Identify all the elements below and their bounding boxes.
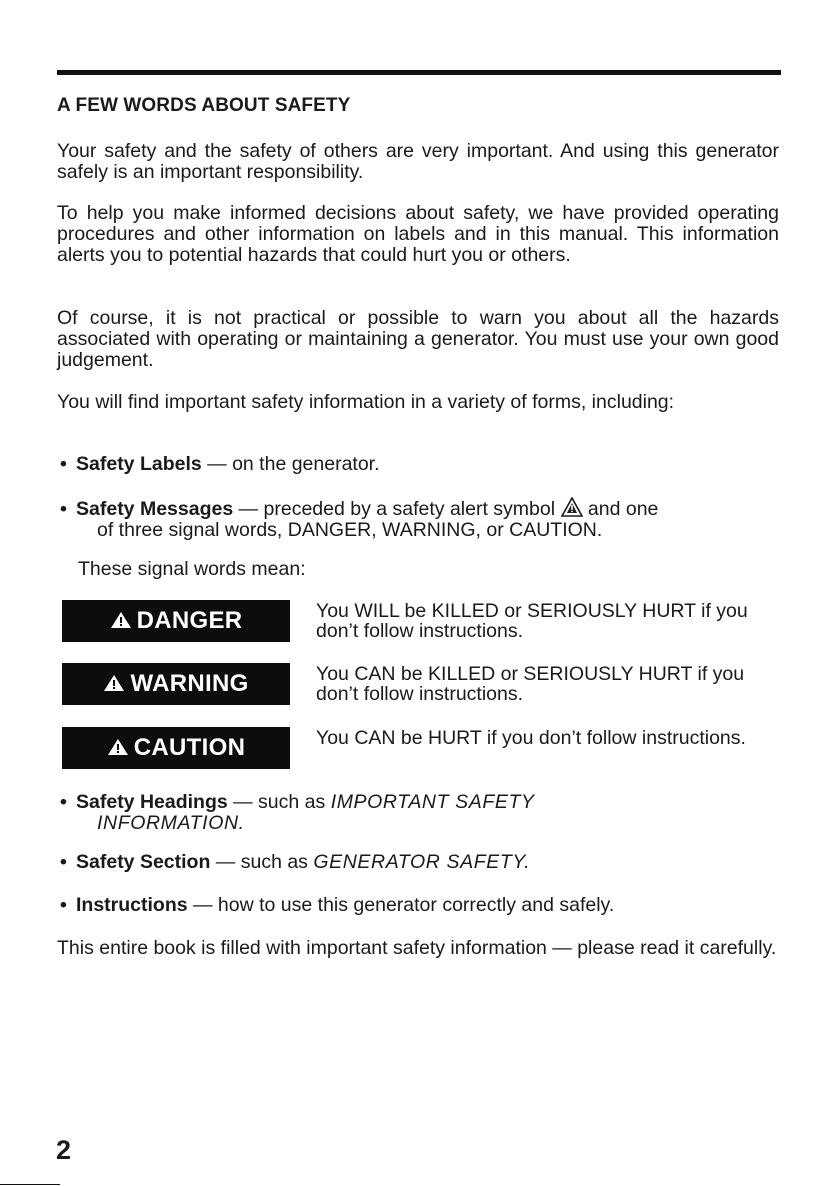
judgement-paragraph: Of course, it is not practical or possible to warn you about all the hazards associated with operating or maintaining a generator. You must use your own good judgement. [57, 307, 779, 371]
bullet-heading: Safety Labels [76, 453, 202, 475]
bullet-heading: Safety Headings [76, 791, 228, 813]
bullet-text: — preceded by a safety alert symbol [233, 498, 561, 520]
intro-paragraph: Your safety and the safety of others are very important. And using this generator safely is an important responsibility. [57, 140, 779, 183]
bullet-heading: Instructions [76, 894, 188, 916]
bullet-text: — how to use this generator correctly and safely. [187, 894, 615, 916]
caution-description: You CAN be HURT if you don’t follow instructions. [316, 727, 746, 749]
bullet-dot: • [60, 894, 67, 916]
signal-row-warning [62, 663, 782, 709]
bottom-rule [0, 1184, 60, 1185]
warning-triangle-icon [561, 497, 583, 517]
page-title: A FEW WORDS ABOUT SAFETY [57, 95, 351, 116]
bullet-text: — such as [210, 851, 314, 873]
warning-label [62, 663, 290, 705]
bullet-dot: • [60, 851, 67, 873]
warning-triangle-icon [110, 611, 132, 629]
bullet-dot: • [60, 453, 67, 475]
bullet-safety-labels [60, 454, 780, 475]
bullet-heading: Safety Section [76, 851, 211, 873]
bullet-example: IMPORTANT SAFETY [330, 791, 535, 813]
page-number: 2 [56, 1135, 72, 1165]
forms-paragraph: You will find important safety information in a variety of forms, including: [57, 391, 675, 413]
caution-label-text: CAUTION [133, 734, 246, 761]
bullet-continuation: INFORMATION. [97, 812, 245, 834]
bullet-instructions [60, 895, 780, 916]
warning-triangle-icon [103, 674, 125, 692]
closing-paragraph: This entire book is filled with important safety information — please read it carefully. [57, 937, 777, 959]
bullet-safety-section [60, 852, 780, 873]
signal-row-caution [62, 727, 782, 773]
bullet-text: and one [582, 498, 659, 520]
signal-words-intro: These signal words mean: [78, 558, 306, 580]
caution-label [62, 727, 290, 769]
danger-description: You WILL be KILLED or SERIOUSLY HURT if you don’t follow instructions. [316, 600, 748, 642]
warning-label-text: WARNING [130, 670, 249, 697]
bullet-continuation: of three signal words, DANGER, WARNING, or CAUTION. [97, 519, 603, 541]
bullet-example: GENERATOR SAFETY. [313, 851, 531, 873]
danger-label-text: DANGER [136, 607, 243, 634]
bullet-text: — such as [227, 791, 331, 813]
signal-row-danger [62, 600, 782, 646]
warning-triangle-icon [107, 738, 129, 756]
bullet-safety-messages [60, 497, 780, 541]
bullet-text: — on the generator. [201, 453, 380, 475]
bullet-heading: Safety Messages [76, 498, 234, 520]
bullet-safety-headings [60, 792, 780, 834]
danger-label [62, 600, 290, 642]
bullet-dot: • [60, 791, 67, 813]
warning-description: You CAN be KILLED or SERIOUSLY HURT if you don’t follow instructions. [316, 663, 745, 705]
bullet-dot: • [60, 498, 67, 520]
informed-decisions-paragraph: To help you make informed decisions about safety, we have provided operating procedures and other information on labels and in this manual. This information alerts you to potential hazards that could hurt you or others. [57, 202, 779, 266]
top-rule [57, 70, 781, 75]
